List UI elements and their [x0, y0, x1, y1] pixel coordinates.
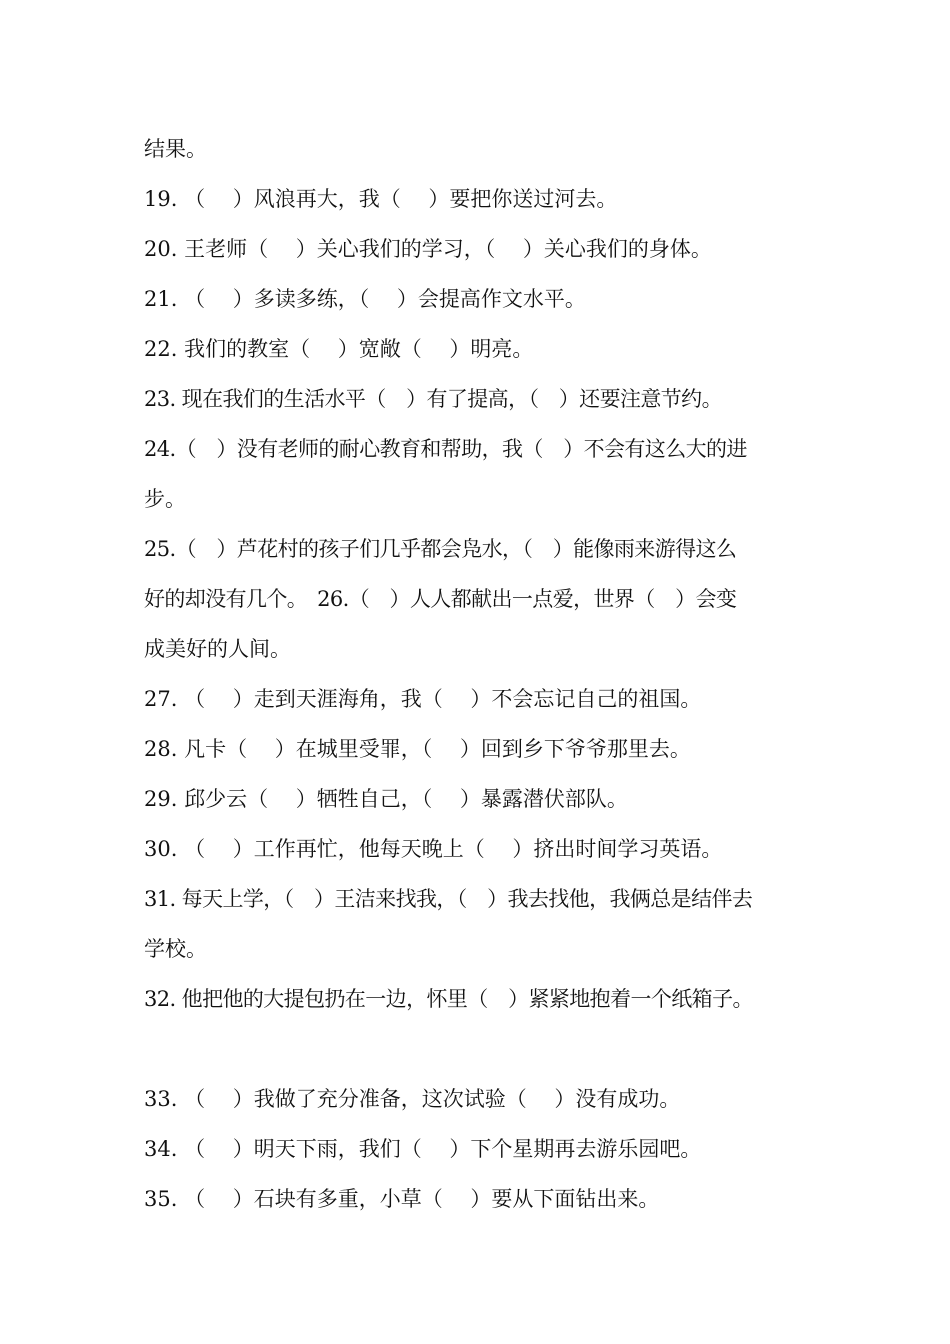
- exercise-26: 好的却没有几个。 26.（ ）人人都献出一点爱，世界（ ）会变: [144, 587, 737, 611]
- text-line: 成美好的人间。: [144, 637, 291, 661]
- exercise-27: 27. （ ）走到天涯海角，我（ ）不会忘记自己的祖国。: [144, 687, 702, 711]
- exercise-21: 21. （ ）多读多练，（ ）会提高作文水平。: [144, 287, 586, 311]
- exercise-34: 34. （ ）明天下雨，我们（ ）下个星期再去游乐园吧。: [144, 1137, 702, 1161]
- exercise-20: 20. 王老师（ ）关心我们的学习，（ ）关心我们的身体。: [144, 237, 712, 261]
- exercise-35: 35. （ ）石块有多重，小草（ ）要从下面钻出来。: [144, 1187, 660, 1211]
- exercise-22: 22. 我们的教室（ ）宽敞（ ）明亮。: [144, 337, 534, 361]
- exercise-24: 24.（ ）没有老师的耐心教育和帮助，我（ ）不会有这么大的进: [144, 437, 747, 461]
- text-line: 学校。: [144, 937, 207, 961]
- exercise-25: 25.（ ）芦花村的孩子们几乎都会凫水，（ ）能像雨来游得这么: [144, 537, 737, 561]
- exercise-19: 19. （ ）风浪再大，我（ ）要把你送过河去。: [144, 187, 618, 211]
- exercise-30: 30. （ ）工作再忙，他每天晚上（ ）挤出时间学习英语。: [144, 837, 723, 861]
- exercise-31: 31. 每天上学，（ ）王洁来找我，（ ）我去找他，我俩总是结伴去: [144, 887, 753, 911]
- exercise-23: 23. 现在我们的生活水平（ ）有了提高，（ ）还要注意节约。: [144, 387, 722, 411]
- exercise-text: [144, 124, 844, 1224]
- text-line: 步。: [144, 487, 186, 511]
- exercise-33: 33. （ ）我做了充分准备，这次试验（ ）没有成功。: [144, 1087, 681, 1111]
- text-line: 结果。: [144, 137, 207, 161]
- exercise-28: 28. 凡卡（ ）在城里受罪，（ ）回到乡下爷爷那里去。: [144, 737, 691, 761]
- blank-line: [144, 1024, 844, 1074]
- exercise-32: 32. 他把他的大提包扔在一边，怀里（ ）紧紧地抱着一个纸箱子。: [144, 987, 753, 1011]
- exercise-29: 29. 邱少云（ ）牺牲自己，（ ）暴露潜伏部队。: [144, 787, 628, 811]
